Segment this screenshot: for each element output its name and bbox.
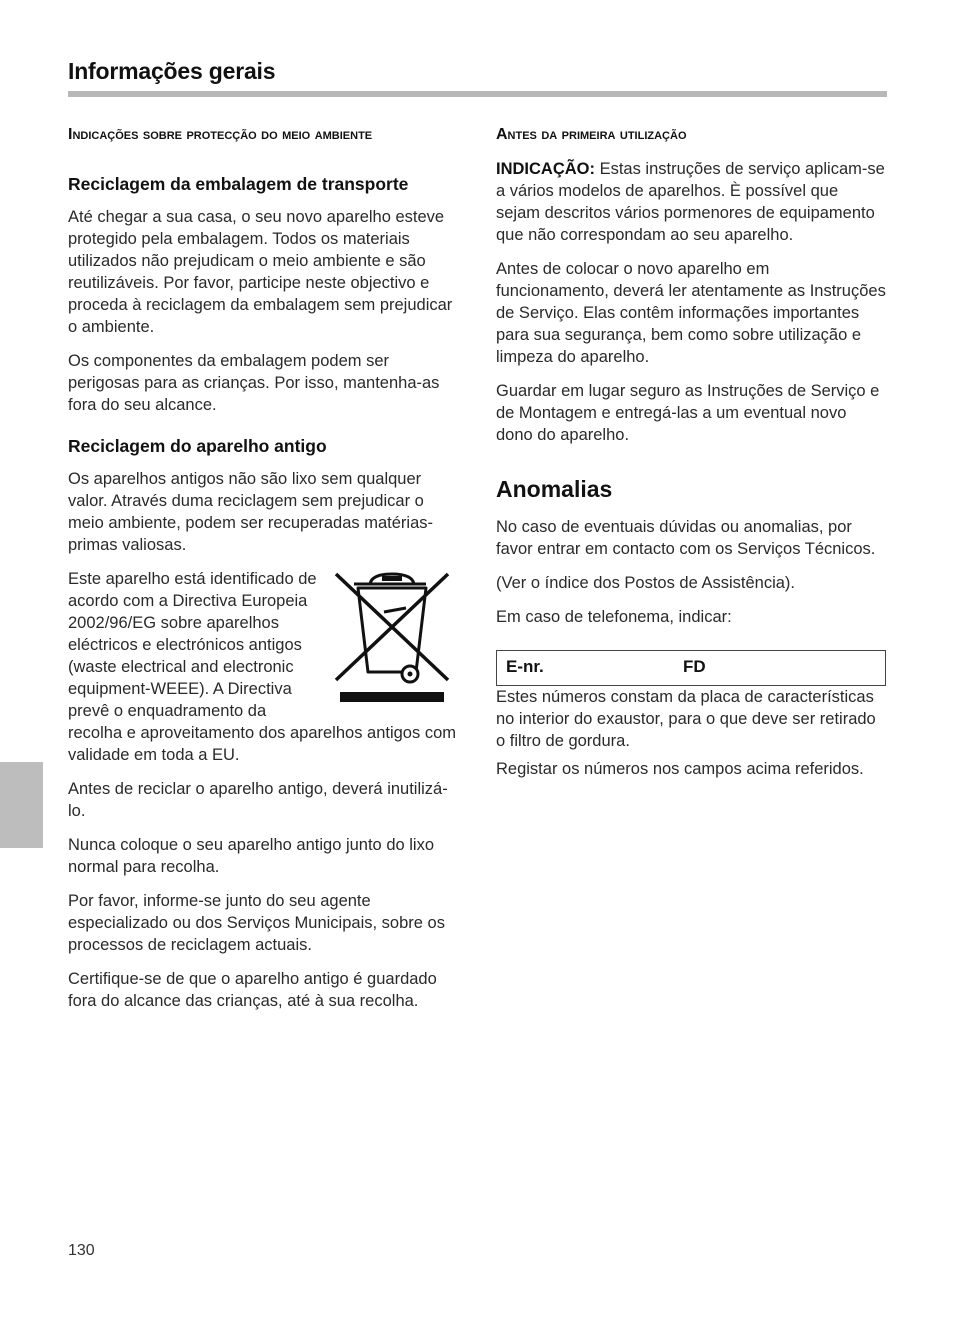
old-appliance-paragraph-1: Os aparelhos antigos não são lixo sem qualquer valor. Através duma reciclagem sem prejudicar o meio ambiente, podem ser recuperadas matérias-primas valiosas. bbox=[68, 470, 434, 554]
old-appliance-paragraph-4: Nunca coloque o seu aparelho antigo junto do lixo normal para recolha. bbox=[68, 836, 435, 876]
fd-label: FD bbox=[683, 657, 706, 676]
packaging-recycling-heading: Reciclagem da embalagem de transporte bbox=[68, 174, 409, 194]
anomalias-heading: Anomalias bbox=[496, 476, 613, 502]
old-appliance-paragraph-5: Por favor, informe-se junto do seu agente especializado ou dos Serviços Municipais, sobre os processos de reciclagem actuais. bbox=[68, 892, 445, 954]
before-use-paragraph-2: Antes de colocar o novo aparelho em funcionamento, deverá ler atentamente as Instruções de Serviço. Elas contêm informações importantes para sua segurança, bem como sobre utilização e limpeza do aparelho. bbox=[496, 260, 886, 366]
note-text: Estas instruções de serviço aplicam-se a vários modelos de aparelhos. È possível que sejam descritos vários pormenores de equipamento que não correspondam ao seu aparelho. bbox=[496, 160, 885, 244]
old-appliance-paragraph-2: Este aparelho está identificado de acordo com a Directiva Europeia 2002/96/EG sobre aparelhos eléctricos e electrónicos antigos (waste electrical and electronic equipment-WEEE). A Directiva prevê o enquadramento da recolha e aproveitamento dos aparelhos antigos com validade em toda a EU. bbox=[68, 570, 456, 764]
enr-label: E-nr. bbox=[506, 657, 544, 676]
title-rule bbox=[68, 91, 887, 97]
anomalias-paragraph-1: No caso de eventuais dúvidas ou anomalias, por favor entrar em contacto com os Serviços Técnicos. bbox=[496, 518, 876, 558]
before-use-paragraph-3: Guardar em lugar seguro as Instruções de Serviço e de Montagem e entregá-las a um eventual novo dono do aparelho. bbox=[496, 382, 880, 444]
side-tab-marker bbox=[0, 762, 43, 848]
anomalias-paragraph-5: Registar os números nos campos acima referidos. bbox=[496, 760, 864, 778]
old-appliance-paragraph-3: Antes de reciclar o aparelho antigo, deverá inutilizá-lo. bbox=[68, 780, 448, 820]
enr-fd-box bbox=[496, 650, 886, 686]
note-label: INDICAÇÃO: bbox=[496, 160, 595, 178]
crossed-out-wheelie-bin-icon bbox=[332, 568, 452, 710]
anomalias-paragraph-2: (Ver o índice dos Postos de Assistência). bbox=[496, 574, 795, 592]
packaging-paragraph-2: Os componentes da embalagem podem ser perigosas para as crianças. Por isso, mantenha-as fora do seu alcance. bbox=[68, 352, 440, 414]
old-appliance-paragraph-6: Certifique-se de que o aparelho antigo é guardado fora do alcance das crianças, até à sua recolha. bbox=[68, 970, 437, 1010]
packaging-paragraph-1: Até chegar a sua casa, o seu novo aparelho esteve protegido pela embalagem. Todos os materiais utilizados não prejudicam o meio ambiente e são reutilizáveis. Por favor, participe neste objectivo e proceda à reciclagem da embalagem sem prejudicar o ambiente. bbox=[68, 208, 453, 336]
page-number: 130 bbox=[68, 1242, 95, 1259]
anomalias-paragraph-4: Estes números constam da placa de características no interior do exaustor, para o que deve ser retirado o filtro de gordura. bbox=[496, 688, 876, 750]
note-paragraph bbox=[496, 158, 886, 246]
anomalias-paragraph-3: Em caso de telefonema, indicar: bbox=[496, 608, 732, 626]
old-appliance-recycling-heading: Reciclagem do aparelho antigo bbox=[68, 436, 327, 456]
right-column bbox=[496, 124, 886, 792]
environment-heading: Indicações sobre protecção do meio ambiente bbox=[68, 126, 373, 143]
left-column bbox=[68, 124, 458, 1024]
before-first-use-heading: Antes da primeira utilização bbox=[496, 126, 687, 143]
weee-block bbox=[68, 568, 458, 766]
page-title: Informações gerais bbox=[68, 58, 276, 84]
